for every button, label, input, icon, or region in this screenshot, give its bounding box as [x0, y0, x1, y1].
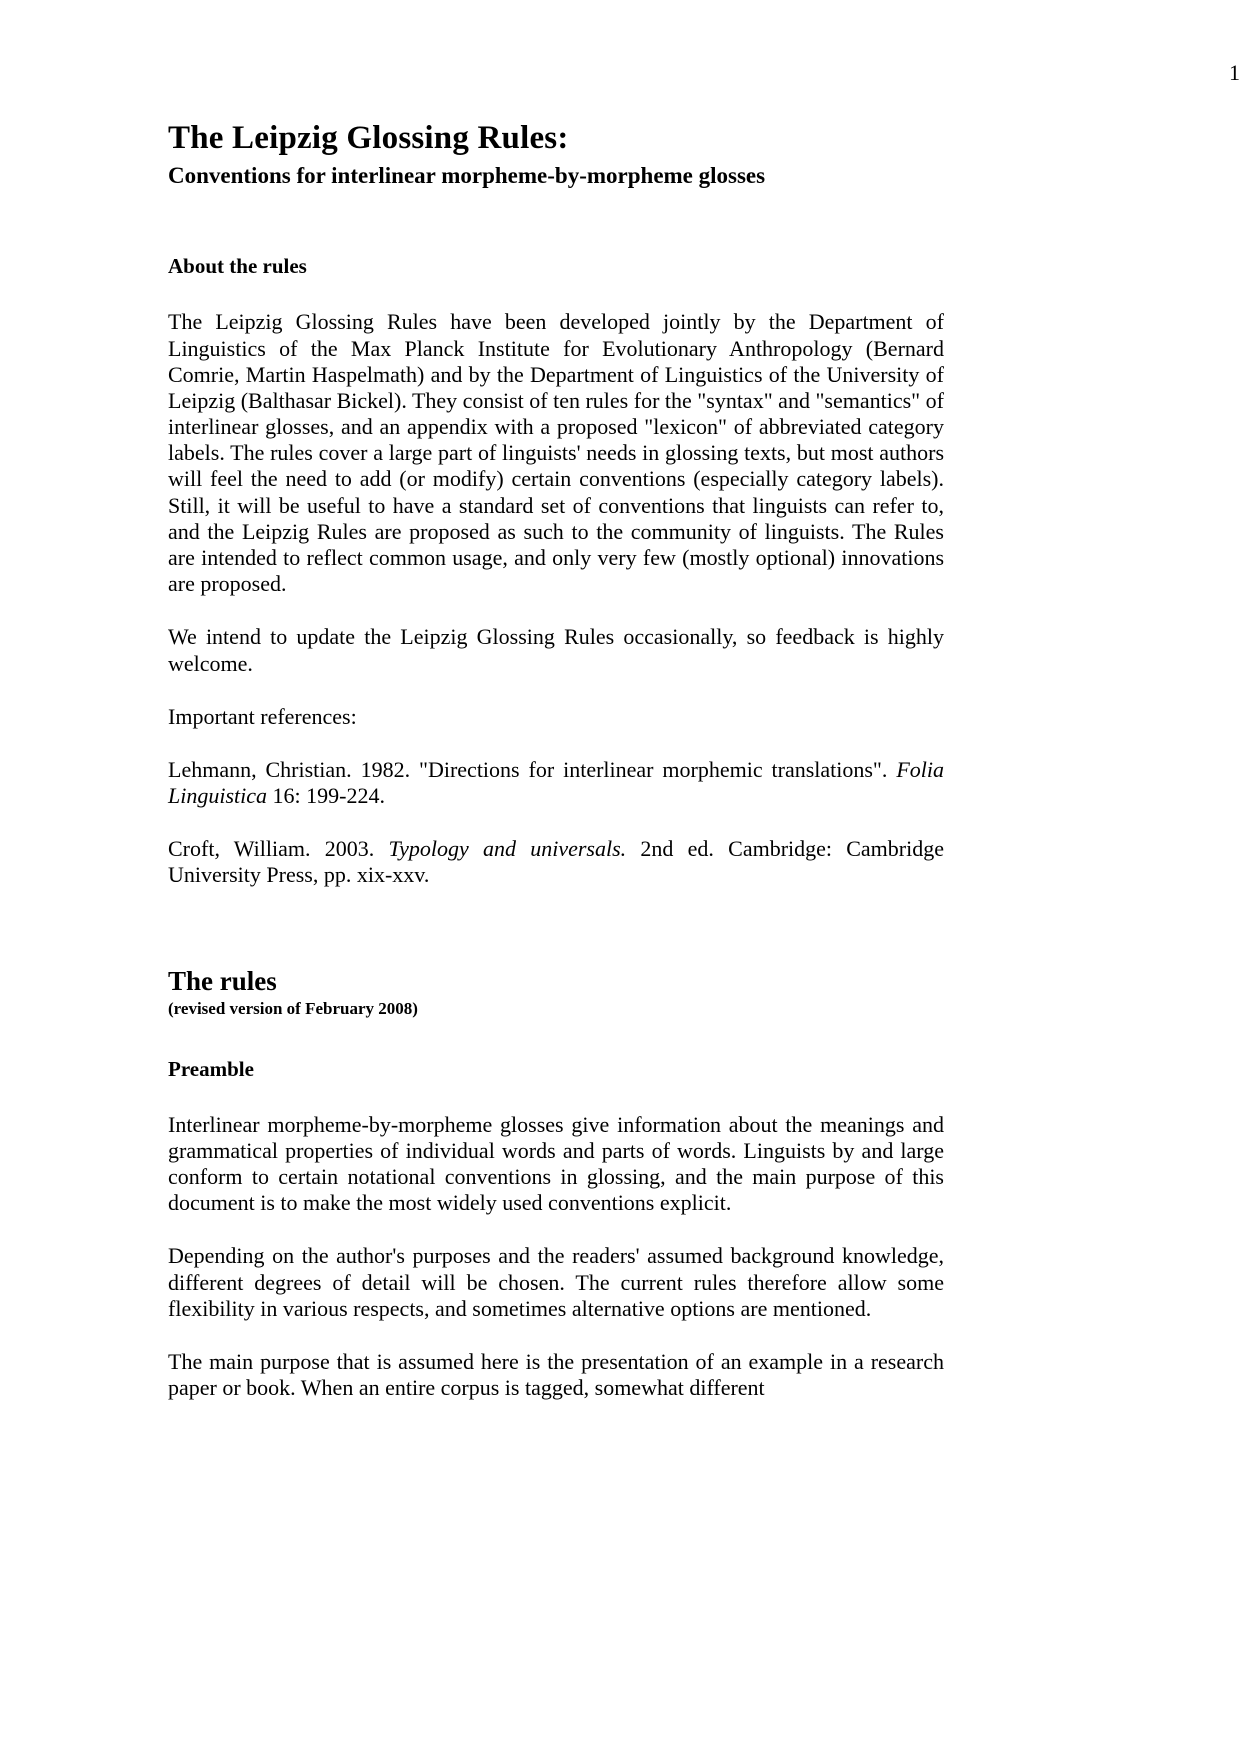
reference-croft-part-1: Croft, William. 2003.: [168, 836, 389, 862]
page-title: The Leipzig Glossing Rules:: [168, 120, 569, 156]
section-heading-preamble: Preamble: [168, 1057, 254, 1082]
section-heading-the-rules: The rules: [168, 965, 277, 996]
reference-lehmann: [168, 757, 944, 809]
about-paragraph-1: The Leipzig Glossing Rules have been developed jointly by the Department of Linguistics of the Max Planck Institute for Evolutionary Anthropology (Bernard Comrie, Martin Haspelmath) and by the Department of Linguistics of the University of Leipzig (Balthasar Bickel). They consist of ten rules for the "syntax" and "semantics" of interlinear glosses, and an appendix with a proposed "lexicon" of abbreviated category labels. The rules cover a large part of linguists' needs in glossing texts, but most authors will feel the need to add (or modify) certain conventions (especially category labels). Still, it will be useful to have a standard set of conventions that linguists can refer to, and the Leipzig Rules are proposed as such to the community of linguists. The Rules are intended to reflect common usage, and only very few (mostly optional) innovations are proposed.: [168, 309, 944, 597]
section-heading-about-the-rules: About the rules: [168, 254, 307, 279]
reference-croft-part-2: 2nd ed. Cambridge: Cambridge University Press, pp. xix-xxv.: [168, 836, 944, 888]
reference-croft: [168, 836, 944, 888]
about-paragraph-2: We intend to update the Leipzig Glossing Rules occasionally, so feedback is highly welcome.: [168, 624, 944, 676]
preamble-paragraph-3: The main purpose that is assumed here is the presentation of an example in a research paper or book. When an entire corpus is tagged, somewhat different: [168, 1348, 944, 1401]
page-subtitle: Conventions for interlinear morpheme-by-morpheme glosses: [168, 163, 766, 189]
reference-croft-book-title: Typology and universals.: [388, 836, 627, 862]
reference-lehmann-part-1: Lehmann, Christian. 1982. "Directions for interlinear morphemic translations".: [168, 756, 897, 782]
reference-lehmann-part-2: 16: 199-224.: [267, 783, 385, 809]
page-content: [168, 118, 944, 1401]
important-references-label: Important references:: [168, 703, 357, 729]
page-number: 1: [1229, 60, 1240, 85]
reference-lehmann-journal: Folia Linguistica: [168, 756, 944, 809]
preamble-paragraph-2: Depending on the author's purposes and the readers' assumed background knowledge, different degrees of detail will be chosen. The current rules therefore allow some flexibility in various respects, and sometimes alternative options are mentioned.: [168, 1243, 944, 1321]
preamble-paragraph-1: Interlinear morpheme-by-morpheme glosses give information about the meanings and grammatical properties of individual words and parts of words. Linguists by and large conform to certain notational conventions in glossing, and the main purpose of this document is to make the most widely used conventions explicit.: [168, 1111, 944, 1216]
revision-note: (revised version of February 2008): [168, 999, 418, 1019]
